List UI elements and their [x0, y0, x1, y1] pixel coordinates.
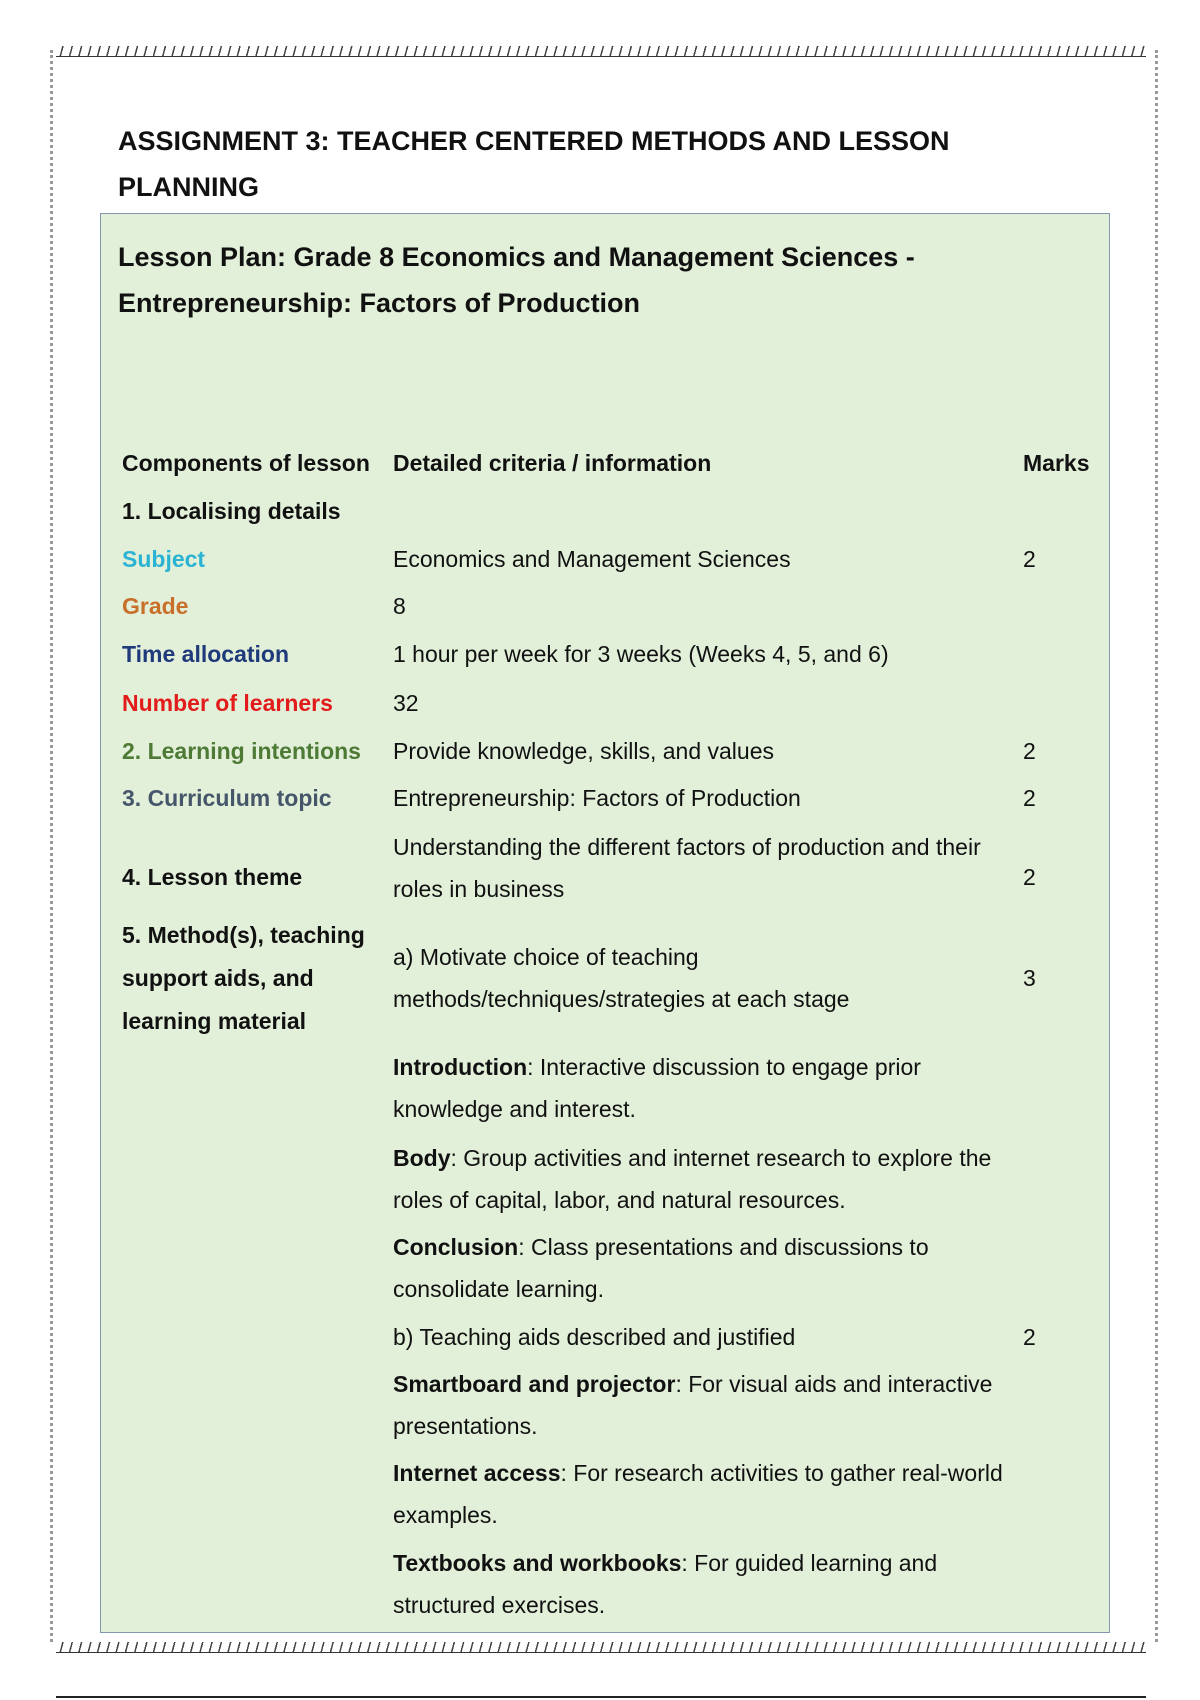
smartboard-text: : For visual aids and interactive presentations.	[393, 1371, 993, 1439]
bottom-rule	[56, 1696, 1146, 1698]
section-localising-label: 1. Localising details	[122, 498, 341, 524]
motivate-value: a) Motivate choice of teaching methods/techniques/strategies at each stage	[393, 944, 850, 1012]
subject-label: Subject	[122, 546, 206, 572]
header-criteria: Detailed criteria / information	[393, 450, 712, 476]
number-of-learners-label: Number of learners	[122, 690, 333, 716]
introduction-item	[393, 1046, 1033, 1130]
lesson-theme-label: 4. Lesson theme	[122, 864, 303, 890]
body-item	[393, 1137, 1033, 1221]
lesson-theme-marks: 2	[1023, 864, 1036, 890]
lesson-theme-value: Understanding the different factors of production and their roles in business	[393, 834, 981, 902]
time-allocation-label: Time allocation	[122, 641, 290, 667]
header-marks: Marks	[1023, 450, 1090, 476]
header-components: Components of lesson	[122, 450, 370, 476]
grade-value: 8	[393, 593, 406, 619]
internet-term: Internet access	[393, 1460, 561, 1486]
learning-intentions-marks: 2	[1023, 738, 1036, 764]
internet-item	[393, 1452, 1033, 1536]
body-text: : Group activities and internet research to explore the roles of capital, labor, and natural resources.	[393, 1145, 992, 1213]
introduction-term: Introduction	[393, 1054, 528, 1080]
top-border-decoration	[56, 46, 1146, 57]
introduction-text: : Interactive discussion to engage prior knowledge and interest.	[393, 1054, 921, 1122]
lesson-title: Lesson Plan: Grade 8 Economics and Management Sciences - Entrepreneurship: Factors of Production	[118, 242, 915, 318]
body-term: Body	[393, 1145, 451, 1171]
time-allocation-value: 1 hour per week for 3 weeks (Weeks 4, 5, and 6)	[393, 641, 889, 667]
curriculum-topic-value: Entrepreneurship: Factors of Production	[393, 785, 801, 811]
conclusion-item	[393, 1226, 1033, 1310]
teaching-aids-marks: 2	[1023, 1324, 1036, 1350]
subject-value: Economics and Management Sciences	[393, 546, 791, 572]
smartboard-item	[393, 1363, 1033, 1447]
number-of-learners-value: 32	[393, 690, 419, 716]
smartboard-term: Smartboard and projector	[393, 1371, 676, 1397]
motivate-marks: 3	[1023, 965, 1036, 991]
grade-label: Grade	[122, 593, 189, 619]
methods-label: 5. Method(s), teaching support aids, and learning material	[122, 922, 365, 1034]
textbooks-item	[393, 1542, 1033, 1626]
learning-intentions-label: 2. Learning intentions	[122, 738, 361, 764]
curriculum-topic-label: 3. Curriculum topic	[122, 785, 332, 811]
conclusion-term: Conclusion	[393, 1234, 519, 1260]
textbooks-text: : For guided learning and structured exercises.	[393, 1550, 938, 1618]
learning-intentions-value: Provide knowledge, skills, and values	[393, 738, 774, 764]
curriculum-topic-marks: 2	[1023, 785, 1036, 811]
lesson-plan-panel	[100, 213, 1110, 1633]
conclusion-text: : Class presentations and discussions to consolidate learning.	[393, 1234, 929, 1302]
textbooks-term: Textbooks and workbooks	[393, 1550, 682, 1576]
subject-marks: 2	[1023, 546, 1036, 572]
bottom-border-decoration	[56, 1642, 1146, 1653]
assignment-title: ASSIGNMENT 3: TEACHER CENTERED METHODS AND LESSON PLANNING	[118, 126, 950, 202]
teaching-aids-value: b) Teaching aids described and justified	[393, 1324, 796, 1350]
internet-text: : For research activities to gather real-world examples.	[393, 1460, 1003, 1528]
